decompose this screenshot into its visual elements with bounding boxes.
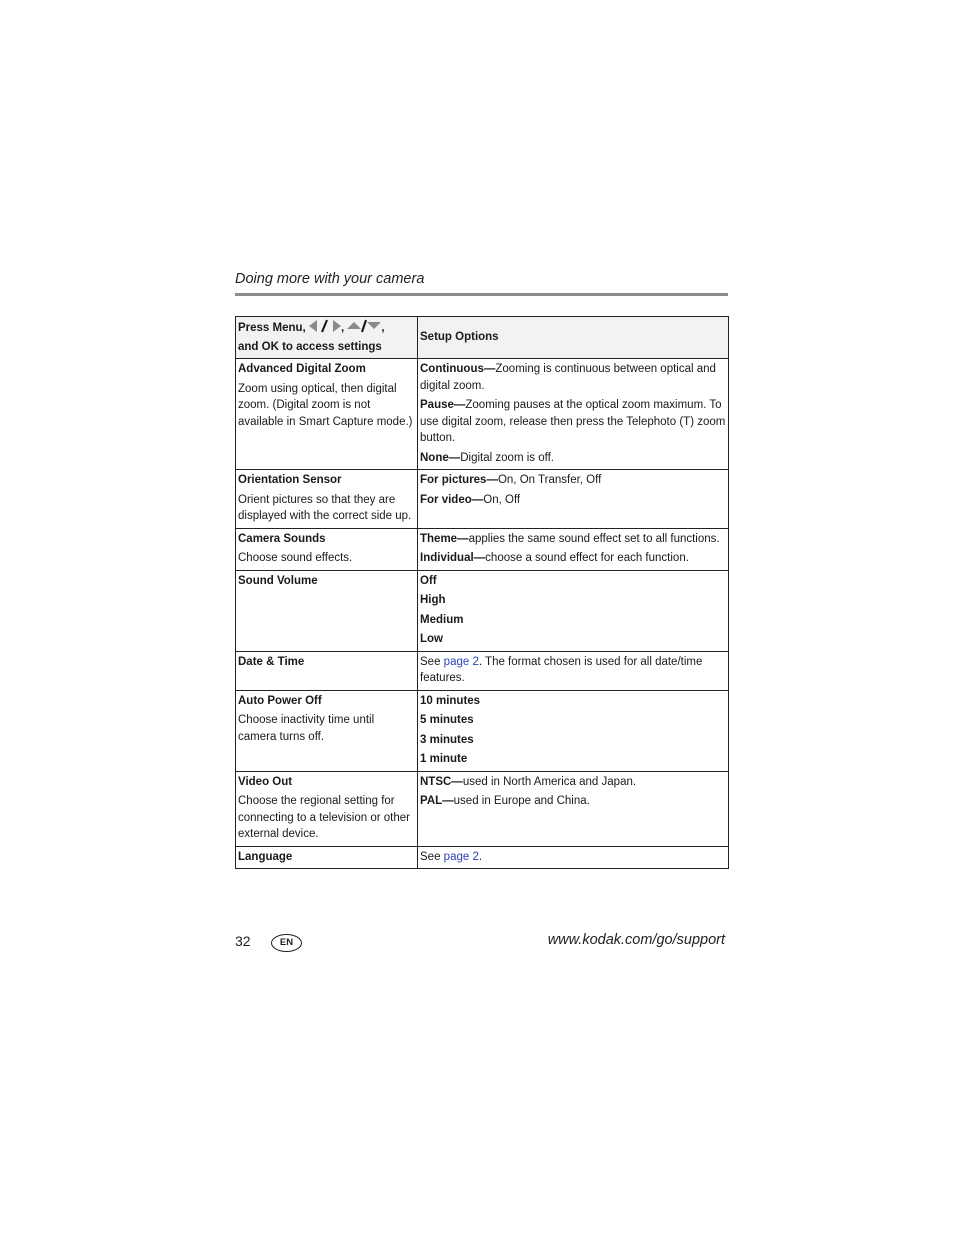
options-cell xyxy=(418,528,729,570)
table-row-language xyxy=(236,846,729,869)
setting-title: Orientation Sensor xyxy=(238,474,342,486)
header-rule xyxy=(235,293,728,296)
option-off: Off xyxy=(420,574,437,587)
setting-description: Choose the regional setting for connecting to a television or other external device. xyxy=(238,795,410,840)
page-2-link[interactable]: page 2 xyxy=(443,850,479,863)
option-low: Low xyxy=(420,633,443,645)
options-cell xyxy=(418,771,729,846)
setting-cell xyxy=(236,846,418,869)
setting-cell xyxy=(236,690,418,771)
left-right-arrows-icon xyxy=(309,319,341,339)
option-for-pictures: For pictures—On, On Transfer, Off xyxy=(420,474,602,486)
table-row-sound-volume xyxy=(236,570,729,651)
press-menu-label: Press Menu, xyxy=(238,322,306,334)
header-cell-setup-options: Setup Options xyxy=(418,317,729,359)
option-for-video: For video—On, Off xyxy=(420,493,521,506)
option-individual: Individual—choose a sound effect for each function. xyxy=(420,552,689,564)
setting-description: Choose sound effects. xyxy=(238,552,353,564)
options-cell xyxy=(418,570,729,651)
option-pause: Pause—Zooming pauses at the optical zoom maximum. To use digital zoom, release then press the Telephoto (T) zoom button. xyxy=(420,399,726,444)
setting-title: Advanced Digital Zoom xyxy=(238,363,366,375)
option-pal: PAL—used in Europe and China. xyxy=(420,795,590,807)
setting-title: Language xyxy=(238,850,293,863)
setting-cell xyxy=(236,771,418,846)
options-cell xyxy=(418,359,729,470)
setting-cell xyxy=(236,528,418,570)
setting-title: Video Out xyxy=(238,775,293,788)
option-10-minutes: 10 minutes xyxy=(420,694,481,707)
options-cell xyxy=(418,470,729,529)
setting-title: Date & Time xyxy=(238,655,305,668)
table-row-orientation-sensor xyxy=(236,470,729,529)
language-note: . xyxy=(478,850,483,863)
option-theme: Theme—applies the same sound effect set to all functions. xyxy=(420,532,720,545)
setting-description: Choose inactivity time until camera turns off. xyxy=(238,714,375,743)
up-down-arrows-icon xyxy=(347,319,381,339)
support-url[interactable]: www.kodak.com/go/support xyxy=(547,932,725,948)
table-header-row xyxy=(236,317,729,359)
options-cell xyxy=(418,846,729,869)
page-2-link[interactable]: page 2 xyxy=(443,655,479,668)
setting-title: Camera Sounds xyxy=(238,532,326,545)
table-row-camera-sounds xyxy=(236,528,729,570)
option-none: None—Digital zoom is off. xyxy=(420,451,554,464)
option-3-minutes: 3 minutes xyxy=(420,733,474,746)
table-row-date-time xyxy=(236,651,729,690)
see-text: See xyxy=(420,655,441,668)
header-cell-press-menu xyxy=(236,317,418,359)
table-row-advanced-digital-zoom xyxy=(236,359,729,470)
setting-cell xyxy=(236,359,418,470)
option-continuous: Continuous—Zooming is continuous between optical and digital zoom. xyxy=(420,363,716,392)
setting-cell xyxy=(236,470,418,529)
page-header-title: Doing more with your camera xyxy=(235,271,425,287)
press-menu-sep-2: , xyxy=(381,322,385,334)
setting-title: Sound Volume xyxy=(238,574,318,587)
options-cell xyxy=(418,651,729,690)
option-ntsc: NTSC—used in North America and Japan. xyxy=(420,775,637,788)
option-high: High xyxy=(420,594,446,606)
setting-cell xyxy=(236,651,418,690)
table-row-auto-power-off xyxy=(236,690,729,771)
table-row-video-out xyxy=(236,771,729,846)
page-number: 32 xyxy=(235,933,251,949)
options-cell xyxy=(418,690,729,771)
setting-description: Orient pictures so that they are displayed with the correct side up. xyxy=(238,493,412,522)
option-medium: Medium xyxy=(420,613,464,626)
setting-description: Zoom using optical, then digital zoom. (Digital zoom is not available in Smart Capture mode.) xyxy=(238,382,413,428)
setting-cell xyxy=(236,570,418,651)
press-menu-sep-1: , xyxy=(340,322,345,334)
press-menu-suffix: and OK to access settings xyxy=(238,340,382,353)
setup-options-table xyxy=(235,316,729,869)
see-text: See xyxy=(420,850,441,863)
datetime-note: . The format chosen is used for all date/time features. xyxy=(420,655,703,684)
option-1-minute: 1 minute xyxy=(420,753,468,765)
option-5-minutes: 5 minutes xyxy=(420,714,474,726)
language-badge-icon: EN xyxy=(271,934,302,952)
setting-title: Auto Power Off xyxy=(238,694,322,707)
